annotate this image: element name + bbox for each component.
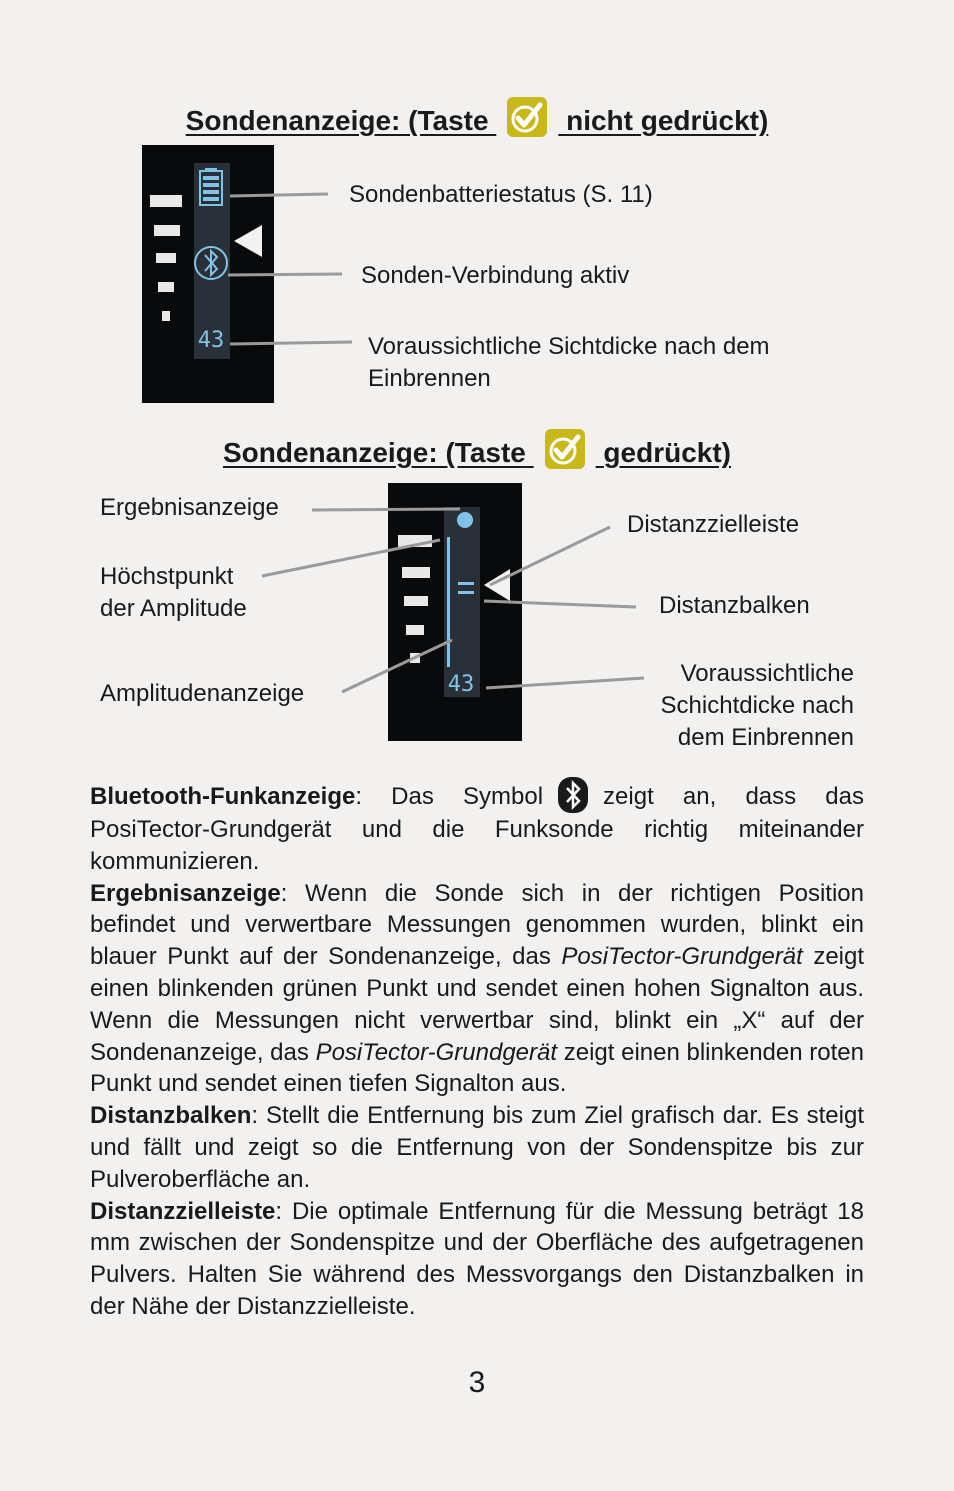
label-thickness-1: Voraussichtliche Sichtdicke nach dem: [368, 333, 770, 360]
label-peak-2: der Amplitude: [100, 595, 247, 622]
page-number: 3: [468, 1366, 486, 1399]
section2-heading-before: Sondenanzeige: (Taste: [223, 437, 526, 468]
label-battery: Sondenbatteriestatus (S. 11): [349, 181, 653, 208]
label-amplitude: Amplitudenanzeige: [100, 680, 305, 707]
term-result: Ergebnisanzeige: [90, 879, 281, 907]
bluetooth-icon: [557, 776, 589, 814]
label-connection: Sonden-Verbindung aktiv: [361, 262, 630, 289]
label-result: Ergebnisanzeige: [100, 494, 279, 521]
label-thickness2-2: Schichtdicke nach: [660, 692, 854, 719]
section1-heading-after: nicht gedrückt): [566, 105, 769, 136]
body-text: [90, 776, 864, 1323]
display-value: 43: [447, 672, 475, 697]
term-target: Distanzzielleiste: [90, 1197, 276, 1225]
display-value: 43: [197, 328, 225, 353]
paragraph-distance-bar: Distanzbalken: Stellt die Entfernung bis zum Ziel grafisch dar. Es steigt und fällt und zeigt so die Entfernung von der Sondenspitze bis zur Pulveroberfläche an.: [90, 1102, 864, 1193]
label-distance-bar: Distanzbalken: [659, 592, 810, 619]
label-thickness-2: Einbrennen: [368, 365, 491, 392]
section2-heading-after: gedrückt): [603, 437, 731, 468]
term-distance-bar: Distanzbalken: [90, 1102, 252, 1130]
paragraph-target: Distanzzielleiste: Die optimale Entfernung für die Messung beträgt 18 mm zwischen der Sondenspitze und der Oberfläche des aufgetragenen Pulvers. Halten Sie während des Messvorgangs den Distanzbalken in der Nähe der Distanzzielleiste.: [90, 1197, 864, 1320]
paragraph-bluetooth: Bluetooth-Funkanzeige: Das Symbol zeigt an, dass das PosiTector-Grundgerät und die Funksonde richtig miteinander kommunizieren.: [90, 776, 864, 878]
label-target: Distanzzielleiste: [627, 511, 800, 538]
label-thickness2-1: Voraussichtliche: [680, 660, 854, 687]
term-bluetooth: Bluetooth-Funkanzeige: [90, 783, 356, 810]
label-peak-1: Höchstpunkt: [100, 563, 234, 590]
label-thickness2-3: dem Einbrennen: [677, 724, 854, 751]
paragraph-result: Ergebnisanzeige: Wenn die Sonde sich in der richtigen Position befindet und verwertbare Messungen genommen wurden, blinkt ein blauer Punkt auf der Sondenanzeige, das PosiTector-Grundgerät zeigt einen blinkenden grünen Punkt und sendet einen hohen Signalton aus. Wenn die Messungen nicht verwertbar sind, blinkt ein „X“ auf der Sondenanzeige, das PosiTector-Grundgerät zeigt einen blinkenden roten Punkt und sendet einen tiefen Signalton aus.: [90, 879, 865, 1098]
section1-heading-before: Sondenanzeige: (Taste: [185, 105, 489, 136]
